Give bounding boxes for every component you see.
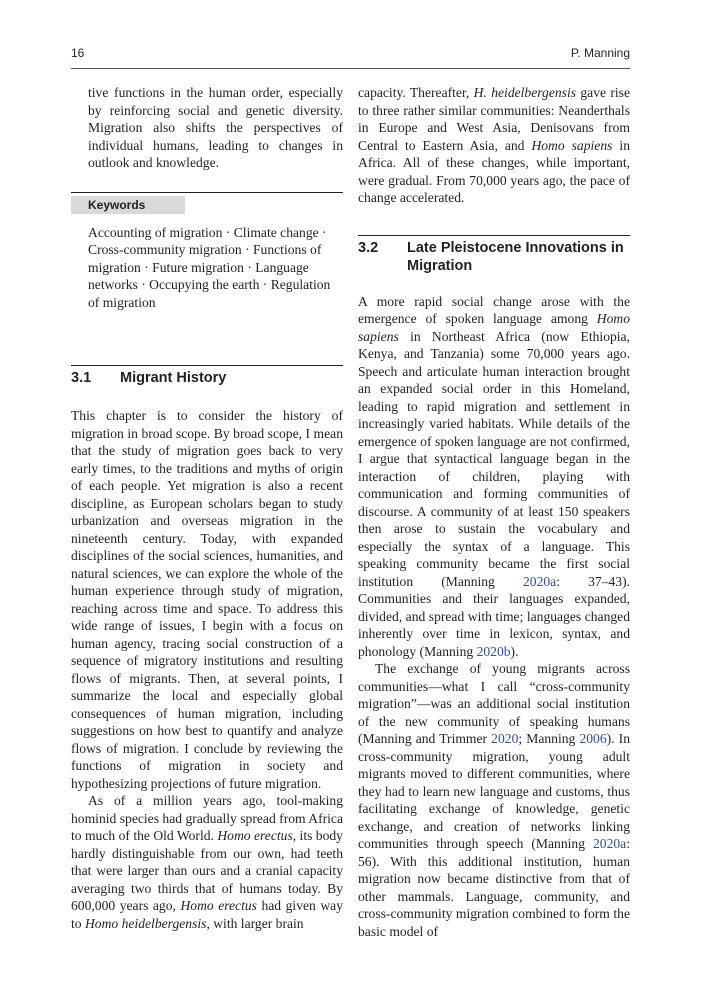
citation-link[interactable]: 2020a bbox=[522, 573, 557, 589]
paragraph: This chapter is to consider the history of migration in broad scope. By broad scope, I mean that the study of migration goes back to very early times, to the traditions and myths of origin of each people. Yet migration is also a recent discipline, as European scholars began to study urbanization and overseas migration in the nineteenth century. Today, with expanded disciplines of the social sciences, humanities, and natural sciences, we can explore the whole of the human experience through study of migration, reaching across time and space. To address this wide range of issues, I begin with a focus on human agency, tracing social construction of a sequence of migratory institutions and resulting flows of migrants. Then, at several points, I summarize the local and especially global consequences of human migration, including suggestions on how best to quantify and analyze flows of migration. I conclude by reviewing the functions of migration in society and hypothesizing projections of future migration. bbox=[71, 408, 343, 791]
section-title: Late Pleistocene Innovations in Migration bbox=[407, 239, 624, 274]
running-head-author: P. Manning bbox=[570, 46, 630, 60]
paragraph: As of a million years ago, tool-making hominid species had gradually spread from Africa to much of the Old World. Homo erectus, its body hardly distinguishable from our own, had teeth that were larger than ours and a cranial capacity averaging two thirds that of humans today. By 600,000 years ago, Homo erectus had given way to Homo heidelbergensis, with larger brain bbox=[71, 793, 343, 931]
section-number: 3.2 bbox=[358, 239, 379, 256]
section-3-1 bbox=[71, 365, 343, 387]
right-column bbox=[358, 84, 630, 940]
paragraph: A more rapid social change arose with the emergence of spoken language among Homo sapiens in Northeast Africa (now Ethiopia, Kenya, and Tanzania) some 70,000 years ago. Speech and articulate human interaction brought an expanded social order in this Homeland, leading to rapid migration and settlement in increasingly varied habitats. While details of the emergence of spoken language are not confirmed, I argue that syntactical language began in the interaction of children, playing with communication and forming communities of discourse. A community of at least 150 speakers then arose to sustain the vocabulary and especially the syntax of a language. This speaking community became the first social institution (Manning 2020a: 37–43). Communities and their languages expanded, divided, and spread with time; languages changed inherently over time in lexicon, syntax, and phonology (Manning 2020b). bbox=[358, 293, 630, 659]
citation-link[interactable]: 2020a bbox=[592, 836, 627, 851]
paragraph: The exchange of young migrants across communities—what I call “cross-community migration”—was an additional social institution of the new community of speaking humans (Manning and Trimmer 2020; Manning 2006). In cross-community migration, young adult migrants moved to different communities, where they had to learn new language and customs, thus facilitating exchange of knowledge, genetic exchange, and creation of networks linking communities through speech (Manning 2020a: 56). With this additional institution, human migration now became distinctive from that of other mammals. Language, community, and cross-community migration combined to form the basic model of bbox=[358, 661, 630, 939]
abstract-text: tive functions in the human order, especially by reinforcing social and genetic diversity. Migration also shifts the perspectives of individual humans, leading to changes in outlook and knowledge. bbox=[88, 85, 343, 170]
header-rule bbox=[71, 68, 630, 69]
keywords-label: Keywords bbox=[71, 196, 185, 214]
citation-link[interactable]: 2006 bbox=[579, 731, 607, 746]
section-3-2 bbox=[358, 235, 630, 275]
keywords-list: Accounting of migration · Climate change · Cross-community migration · Functions of migration · Future migration · Language networks · Occupying the earth · Regulation of migration bbox=[88, 224, 331, 310]
citation-link[interactable]: 2020 bbox=[491, 731, 519, 746]
section-heading bbox=[71, 369, 343, 387]
paragraph: capacity. Thereafter, H. heidelbergensis gave rise to three rather similar communities: Neanderthals in Europe and West Asia, Denisovans from Central to Eastern Asia, and Homo sapiens in Africa. All of these changes, while important, were gradual. From 70,000 years ago, the pace of change accelerated. bbox=[358, 85, 631, 205]
section-heading bbox=[358, 239, 630, 275]
keywords-block bbox=[71, 192, 343, 312]
page-number: 16 bbox=[71, 46, 85, 60]
section-title: Migrant History bbox=[120, 370, 227, 386]
citation-link[interactable]: 2020b bbox=[476, 643, 511, 659]
section-number: 3.1 bbox=[71, 370, 92, 386]
left-column bbox=[71, 84, 343, 932]
page-header bbox=[71, 46, 630, 66]
